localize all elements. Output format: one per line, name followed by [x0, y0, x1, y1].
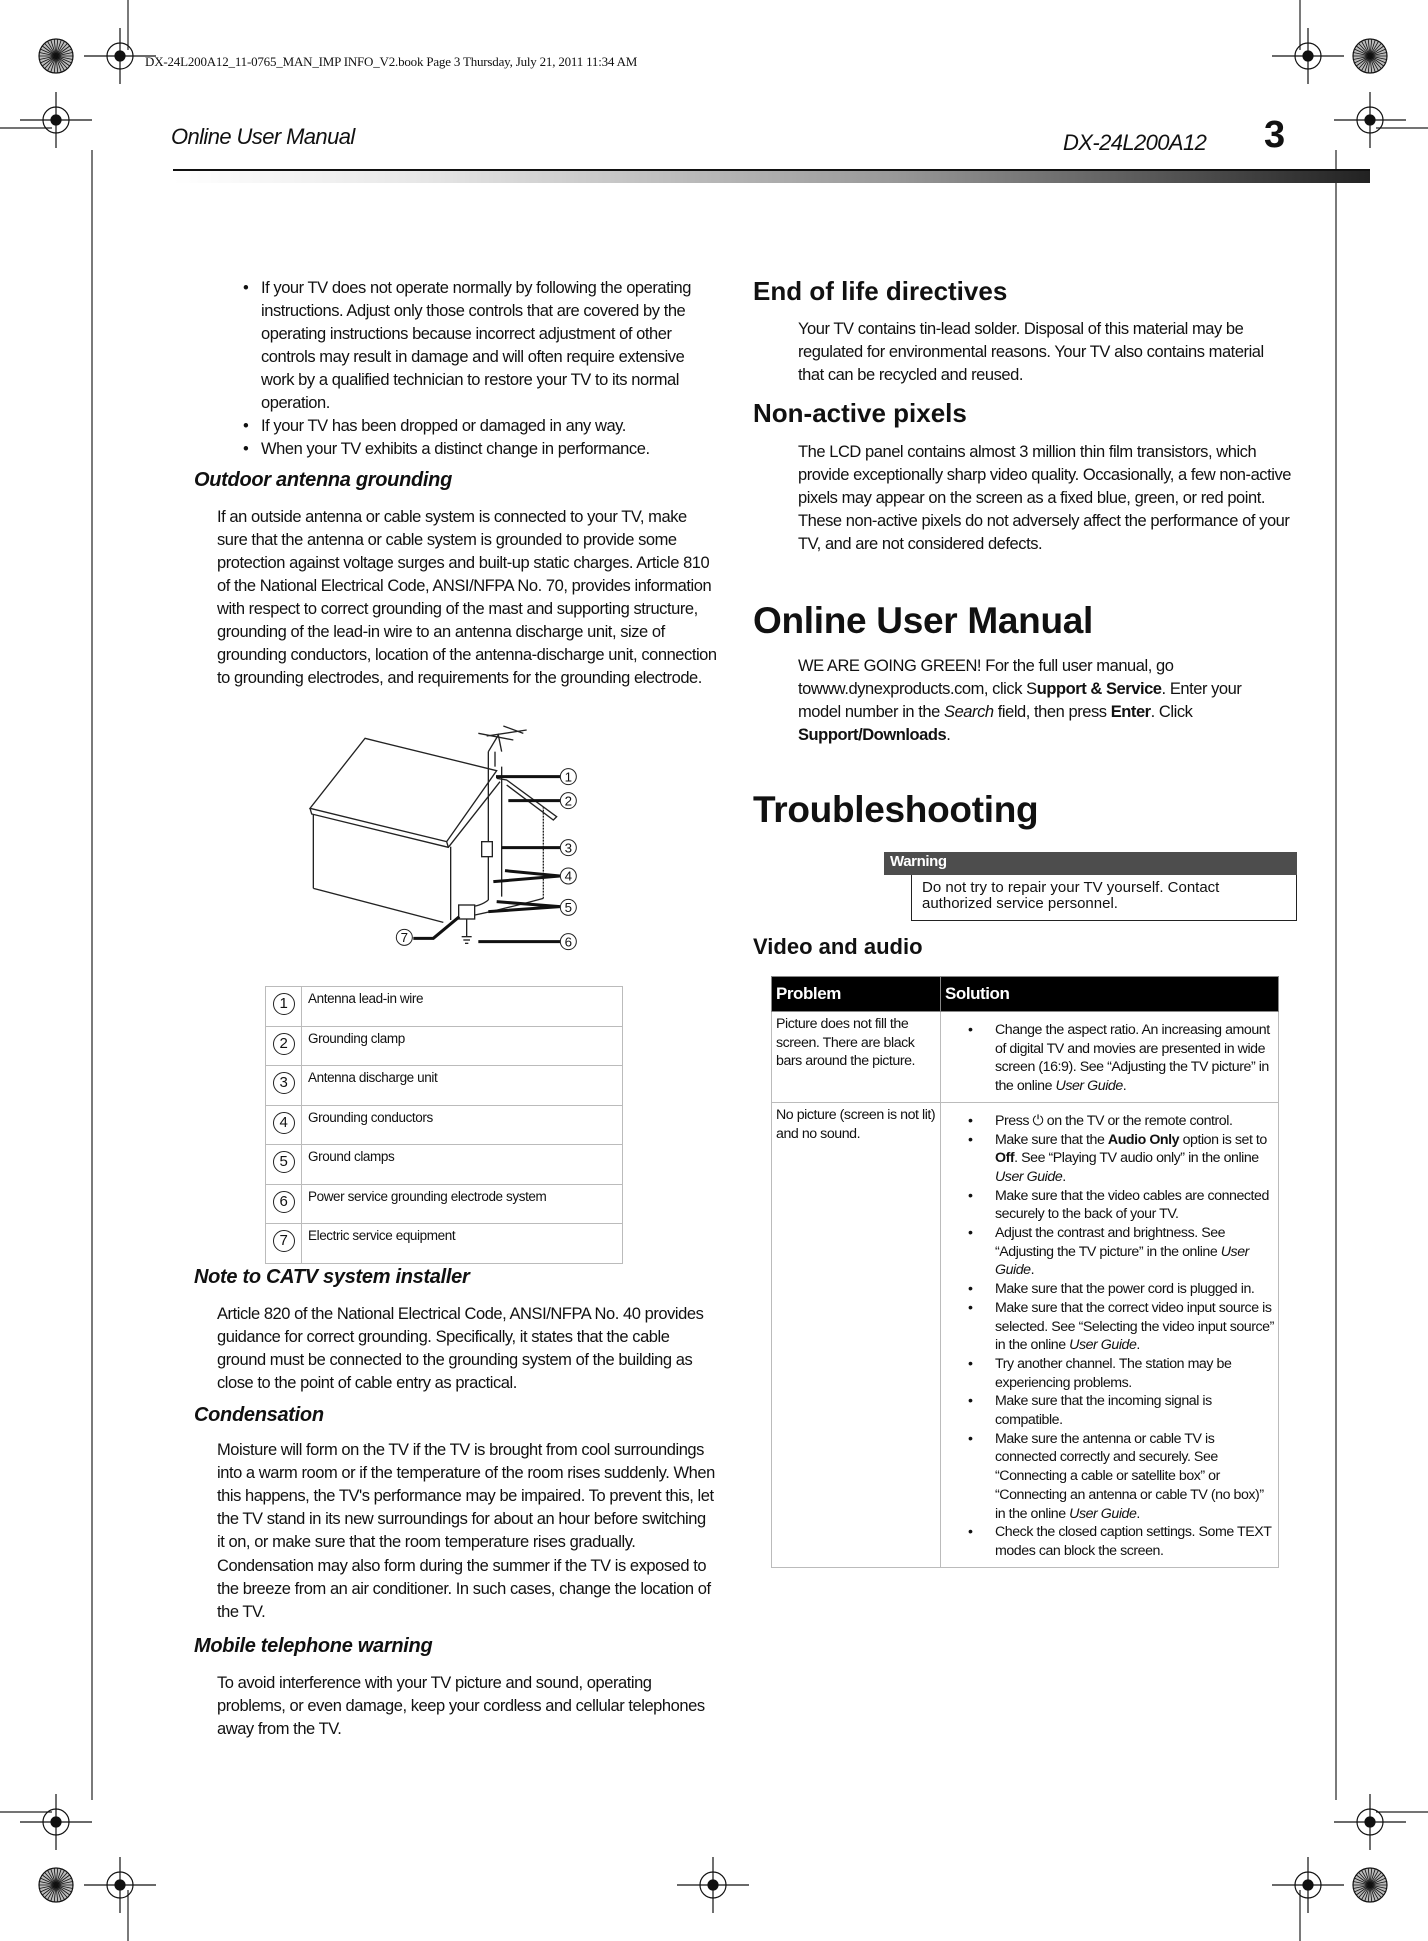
legend-number-cell [266, 1026, 302, 1066]
text-segment: Adjust the contrast and brightness. See “Adjusting the TV picture” in the online [995, 1225, 1226, 1260]
text-segment: Press [995, 1112, 1033, 1129]
text-segment: Change the aspect ratio. An increasing amount of digital TV and movies are presented in wide screen (16:9). See “Adjusting the TV picture” in the online [995, 1022, 1270, 1095]
warning-label: Warning [884, 852, 1297, 875]
legend-label: Electric service equipment [302, 1224, 623, 1264]
solution-item [995, 1299, 1274, 1355]
legend-row [266, 1184, 623, 1224]
solution-item [995, 1392, 1274, 1429]
text-segment: Enter [1110, 703, 1151, 721]
legend-label: Ground clamps [302, 1145, 623, 1185]
section-heading-condensation: Condensation [194, 1404, 324, 1426]
diagram-legend-table [265, 986, 623, 1264]
text-segment: Audio Only [1107, 1131, 1180, 1148]
solution-item [995, 1224, 1274, 1280]
warning-text: Do not try to repair your TV yourself. Contact authorized service personnel. [911, 875, 1297, 921]
text-segment: Off [995, 1150, 1015, 1167]
text-segment: . [1122, 1078, 1127, 1095]
section-heading-non-active-pixels: Non-active pixels [753, 398, 967, 428]
svg-text:5: 5 [564, 900, 573, 915]
legend-number-cell [266, 1105, 302, 1145]
solution-item [995, 1430, 1274, 1524]
callout-2 [560, 793, 576, 809]
warning-box [884, 852, 1297, 921]
column-header-solution: Solution [941, 977, 1279, 1012]
legend-number: 5 [273, 1151, 295, 1173]
safety-bullet-list [243, 277, 715, 461]
solution-item [995, 1280, 1274, 1299]
legend-label: Grounding clamp [302, 1026, 623, 1066]
condensation-paragraph-2: Condensation may also form during the summer if the TV is exposed to the breeze from an air conditioner. In such cases, change the location of the TV. [217, 1557, 711, 1621]
solution-item [995, 1355, 1274, 1392]
list-item: • If your TV has been dropped or damaged in any way. [243, 415, 715, 438]
legend-number-cell [266, 1066, 302, 1106]
callout-1 [560, 769, 576, 785]
power-icon: ⏻ [1032, 1112, 1044, 1129]
header-gradient-bar [173, 169, 1370, 183]
text-segment: . See “Playing TV audio only” in the online [1014, 1150, 1259, 1167]
svg-text:1: 1 [564, 769, 573, 785]
legend-number: 7 [273, 1230, 295, 1252]
page-number: 3 [1264, 114, 1286, 156]
legend-number: 3 [273, 1072, 295, 1094]
text-segment: User Guide [995, 1168, 1063, 1185]
text-segment: Try another channel. The station may be experiencing problems. [995, 1355, 1232, 1391]
section-heading-online-user-manual: Online User Manual [753, 600, 1094, 641]
catv-paragraph: Article 820 of the National Electrical Code, ANSI/NFPA No. 40 provides guidance for correct grounding. Specifically, it states that the cable ground must be connected to the grounding system of the building as close to the point of cable entry as practical. [217, 1305, 704, 1392]
print-metadata-line: DX-24L200A12_11-0765_MAN_IMP INFO_V2.book Page 3 Thursday, July 21, 2011 11:34 AM [145, 54, 638, 69]
text-segment: Support/Downloads [798, 726, 947, 744]
solution-item [995, 1131, 1274, 1187]
svg-text:2: 2 [564, 793, 573, 809]
legend-row [266, 1105, 623, 1145]
solution-cell [941, 1012, 1279, 1103]
troubleshooting-table [771, 976, 1279, 1568]
svg-text:4: 4 [564, 868, 573, 884]
text-segment: Make sure that the power cord is plugged in. [995, 1281, 1255, 1298]
table-row [772, 1102, 1279, 1567]
table-row [772, 1012, 1279, 1103]
outdoor-antenna-paragraph: If an outside antenna or cable system is connected to your TV, make sure that the antenna or cable system is grounded to provide some protection against voltage surges and built-up static charges. Article 810 of the National Electrical Code, ANSI/NFPA No. 70, provides information with respect to correct grounding of the mast and supporting structure, grounding of the lead-in wire to an antenna discharge unit, size of grounding conductors, location of the antenna-discharge unit, connection to grounding electrodes, and requirements for the grounding electrode. [217, 508, 717, 687]
section-heading-catv: Note to CATV system installer [194, 1266, 470, 1288]
text-segment: . [1030, 1262, 1035, 1279]
running-header-title: Online User Manual [171, 124, 355, 149]
text-segment: WE ARE GOING GREEN! For the full user manual, go towww.dynexproducts.com, click S [798, 657, 1174, 698]
solution-item [995, 1523, 1274, 1560]
text-segment: on the TV or the remote control. [1043, 1112, 1233, 1129]
section-heading-outdoor-antenna: Outdoor antenna grounding [194, 469, 453, 491]
text-segment: . Enter your model number in the [798, 680, 1242, 721]
section-heading-video-audio: Video and audio [753, 934, 923, 959]
text-segment: Make sure that the correct video input source is selected. See “Selecting the video input source” in the online [995, 1299, 1274, 1354]
callout-5 [560, 899, 576, 915]
list-item: • If your TV does not operate normally by following the operating instructions. Adjust only those controls that are covered by the operating instructions because incorrect adjustment of other controls may result in damage and will often require extensive work by a qualified technician to restore your TV to its normal operation. [243, 277, 715, 415]
legend-row [266, 1145, 623, 1185]
text-segment: Make sure that the [995, 1131, 1108, 1148]
solution-item [995, 1187, 1274, 1224]
text-segment: Make sure the antenna or cable TV is connected correctly and securely. See “Connecting a cable or satellite box” or “Connecting an antenna or cable TV (no box)” in the online [995, 1430, 1264, 1522]
text-segment: User Guide [1069, 1337, 1137, 1354]
text-segment: User Guide [995, 1243, 1249, 1279]
legend-label: Power service grounding electrode system [302, 1184, 623, 1224]
legend-number-cell [266, 987, 302, 1027]
text-segment: User Guide [1055, 1078, 1123, 1095]
legend-number: 4 [273, 1112, 295, 1134]
legend-number-cell [266, 1184, 302, 1224]
legend-row [266, 987, 623, 1027]
legend-label: Antenna discharge unit [302, 1066, 623, 1106]
legend-number-cell [266, 1224, 302, 1264]
callout-7 [396, 929, 412, 945]
callout-3 [560, 840, 576, 856]
column-header-problem: Problem [772, 977, 941, 1012]
svg-text:7: 7 [400, 930, 409, 945]
text-segment: . [1136, 1337, 1140, 1354]
legend-row [266, 1066, 623, 1106]
svg-text:3: 3 [564, 840, 573, 856]
problem-cell: Picture does not fill the screen. There are black bars around the picture. [772, 1012, 941, 1103]
text-segment: . [1136, 1505, 1140, 1522]
text-segment: Search [944, 703, 994, 721]
legend-label: Antenna lead-in wire [302, 987, 623, 1027]
text-segment: . [946, 726, 951, 744]
legend-number: 2 [273, 1033, 295, 1055]
running-header-model: DX-24L200A12 [1063, 130, 1207, 155]
text-segment: option is set to [1179, 1131, 1267, 1148]
mobile-paragraph: To avoid interference with your TV picture and sound, operating problems, or even damage, keep your cordless and cellular telephones away from the TV. [217, 1674, 705, 1738]
online-manual-paragraph [798, 655, 1278, 747]
legend-row [266, 1026, 623, 1066]
text-segment: upport & Service [1036, 680, 1162, 698]
non-active-pixels-paragraph: The LCD panel contains almost 3 million thin film transistors, which provide exceptionally sharp video quality. Occasionally, a few non-active pixels may appear on the screen as a fixed blue, green, or red point. These non-active pixels do not adversely affect the performance of your TV, and are not considered defects. [798, 443, 1291, 553]
text-segment: . Click [1150, 703, 1193, 721]
section-heading-mobile: Mobile telephone warning [194, 1635, 433, 1657]
callout-4 [560, 868, 576, 884]
section-heading-end-of-life: End of life directives [753, 276, 1008, 306]
condensation-paragraph-1: Moisture will form on the TV if the TV is brought from cool surroundings into a warm room or if the temperature of the room rises suddenly. When this happens, the TV's performance may be impaired. To prevent this, let the TV stand in its new surroundings for about an hour before switching it on, or make sure that the room temperature rises gradually. [217, 1441, 715, 1551]
problem-cell: No picture (screen is not lit) and no sound. [772, 1102, 941, 1567]
solution-cell [941, 1102, 1279, 1567]
text-segment: Make sure that the incoming signal is compatible. [995, 1393, 1212, 1429]
text-segment: Check the closed caption settings. Some TEXT modes can block the screen. [995, 1524, 1272, 1559]
text-segment: field, then press [993, 703, 1111, 721]
solution-item [995, 1021, 1274, 1096]
callout-6 [560, 934, 576, 950]
legend-number: 6 [273, 1191, 295, 1213]
end-of-life-paragraph: Your TV contains tin-lead solder. Disposal of this material may be regulated for environmental reasons. Your TV also contains material that can be recycled and reused. [798, 320, 1264, 384]
solution-item [995, 1112, 1274, 1131]
text-segment: Make sure that the video cables are connected securely to the back of your TV. [995, 1187, 1269, 1223]
section-heading-troubleshooting: Troubleshooting [753, 789, 1039, 830]
text-segment: . [1062, 1168, 1066, 1185]
legend-number: 1 [273, 993, 295, 1015]
legend-row [266, 1224, 623, 1264]
list-item: • When your TV exhibits a distinct change in performance. [243, 438, 715, 461]
legend-number-cell [266, 1145, 302, 1185]
text-segment: User Guide [1069, 1505, 1137, 1522]
svg-text:6: 6 [564, 934, 573, 950]
legend-label: Grounding conductors [302, 1105, 623, 1145]
antenna-grounding-diagram [300, 720, 600, 960]
